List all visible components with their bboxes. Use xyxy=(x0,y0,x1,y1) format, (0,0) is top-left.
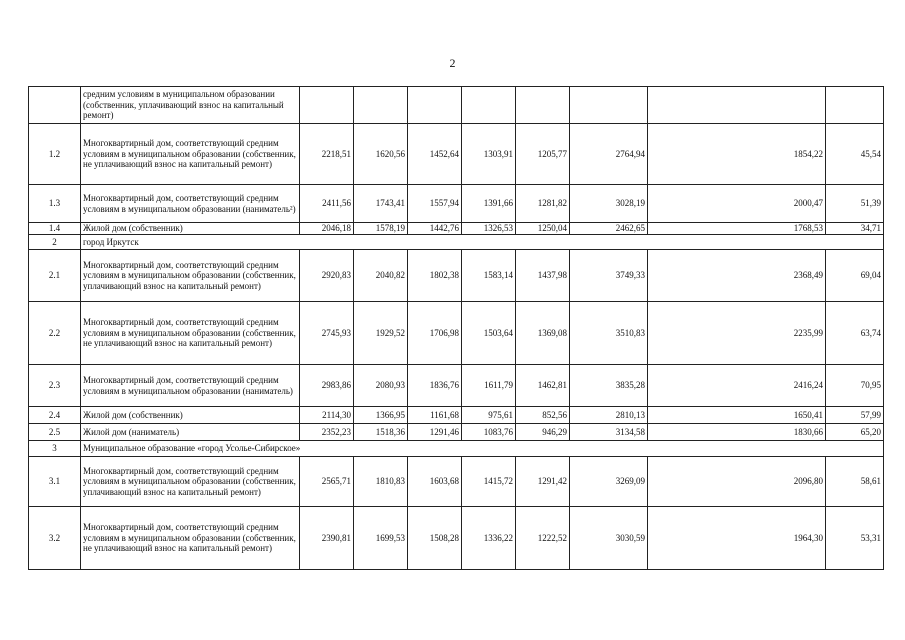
table-row xyxy=(29,365,884,407)
value-cell xyxy=(648,87,826,124)
description-cell: Жилой дом (собственник) xyxy=(81,223,300,235)
value-cell: 3028,19 xyxy=(570,185,648,223)
value-cell: 1854,22 xyxy=(648,124,826,185)
value-cell: 1369,08 xyxy=(516,302,570,365)
value-cell: 1415,72 xyxy=(462,457,516,507)
value-cell: 1964,30 xyxy=(648,507,826,570)
value-cell: 1442,76 xyxy=(408,223,462,235)
table-row xyxy=(29,302,884,365)
value-cell: 1250,04 xyxy=(516,223,570,235)
description-cell: средним условиям в муниципальном образовании (собственник, уплачивающий взнос на капитальный ремонт) xyxy=(81,87,300,124)
value-cell: 65,20 xyxy=(826,424,884,441)
value-cell xyxy=(516,87,570,124)
row-number-cell: 2.2 xyxy=(29,302,81,365)
table-row xyxy=(29,87,884,124)
value-cell: 1557,94 xyxy=(408,185,462,223)
description-cell: Многоквартирный дом, соответствующий средним условиям в муниципальном образовании (собственник, уплачивающий взнос на капитальный ремонт) xyxy=(81,250,300,302)
table-row xyxy=(29,185,884,223)
value-cell: 2810,13 xyxy=(570,407,648,424)
value-cell: 1222,52 xyxy=(516,507,570,570)
value-cell: 45,54 xyxy=(826,124,884,185)
value-cell: 2390,81 xyxy=(300,507,354,570)
value-cell: 69,04 xyxy=(826,250,884,302)
value-cell: 1391,66 xyxy=(462,185,516,223)
section-row xyxy=(29,235,884,250)
value-cell: 2411,56 xyxy=(300,185,354,223)
tariff-table xyxy=(28,86,884,570)
value-cell: 1291,42 xyxy=(516,457,570,507)
row-number-cell: 1.4 xyxy=(29,223,81,235)
value-cell: 2416,24 xyxy=(648,365,826,407)
value-cell: 58,61 xyxy=(826,457,884,507)
value-cell: 1743,41 xyxy=(354,185,408,223)
table-row xyxy=(29,223,884,235)
value-cell: 1503,64 xyxy=(462,302,516,365)
value-cell: 1929,52 xyxy=(354,302,408,365)
table-body xyxy=(29,87,884,570)
value-cell: 1620,56 xyxy=(354,124,408,185)
description-cell: Многоквартирный дом, соответствующий средним условиям в муниципальном образовании (собственник, не уплачивающий взнос на капитальный ремонт) xyxy=(81,124,300,185)
value-cell: 1161,68 xyxy=(408,407,462,424)
value-cell: 1768,53 xyxy=(648,223,826,235)
value-cell: 1706,98 xyxy=(408,302,462,365)
value-cell: 2114,30 xyxy=(300,407,354,424)
description-cell: Многоквартирный дом, соответствующий средним условиям в муниципальном образовании (наниматель²) xyxy=(81,185,300,223)
value-cell: 2764,94 xyxy=(570,124,648,185)
value-cell: 3030,59 xyxy=(570,507,648,570)
value-cell xyxy=(408,87,462,124)
row-number-cell: 2.3 xyxy=(29,365,81,407)
row-number-cell: 3.2 xyxy=(29,507,81,570)
value-cell: 1836,76 xyxy=(408,365,462,407)
page-number: 2 xyxy=(449,56,456,70)
value-cell: 51,39 xyxy=(826,185,884,223)
value-cell: 1336,22 xyxy=(462,507,516,570)
value-cell: 1462,81 xyxy=(516,365,570,407)
row-number-cell: 3.1 xyxy=(29,457,81,507)
description-cell: Многоквартирный дом, соответствующий средним условиям в муниципальном образовании (собственник, не уплачивающий взнос на капитальный ремонт) xyxy=(81,507,300,570)
section-title-cell: Муниципальное образование «город Усолье-Сибирское» xyxy=(81,441,884,457)
value-cell: 2745,93 xyxy=(300,302,354,365)
section-title-cell: город Иркутск xyxy=(81,235,884,250)
value-cell: 1603,68 xyxy=(408,457,462,507)
value-cell: 1611,79 xyxy=(462,365,516,407)
value-cell: 34,71 xyxy=(826,223,884,235)
value-cell: 2565,71 xyxy=(300,457,354,507)
value-cell: 3835,28 xyxy=(570,365,648,407)
value-cell: 57,99 xyxy=(826,407,884,424)
value-cell: 3134,58 xyxy=(570,424,648,441)
value-cell: 1437,98 xyxy=(516,250,570,302)
row-number-cell: 1.3 xyxy=(29,185,81,223)
value-cell xyxy=(354,87,408,124)
table-row xyxy=(29,507,884,570)
value-cell: 1303,91 xyxy=(462,124,516,185)
section-row xyxy=(29,441,884,457)
row-number-cell: 2.1 xyxy=(29,250,81,302)
value-cell xyxy=(462,87,516,124)
table-row xyxy=(29,457,884,507)
table-row xyxy=(29,424,884,441)
value-cell: 1281,82 xyxy=(516,185,570,223)
value-cell: 852,56 xyxy=(516,407,570,424)
value-cell: 2462,65 xyxy=(570,223,648,235)
value-cell: 3269,09 xyxy=(570,457,648,507)
value-cell: 2000,47 xyxy=(648,185,826,223)
value-cell: 1083,76 xyxy=(462,424,516,441)
row-number-cell: 2.5 xyxy=(29,424,81,441)
value-cell: 2368,49 xyxy=(648,250,826,302)
description-cell: Многоквартирный дом, соответствующий средним условиям в муниципальном образовании (собственник, уплачивающий взнос на капитальный ремонт) xyxy=(81,457,300,507)
value-cell: 1452,64 xyxy=(408,124,462,185)
value-cell: 2218,51 xyxy=(300,124,354,185)
value-cell xyxy=(826,87,884,124)
value-cell: 1578,19 xyxy=(354,223,408,235)
table-row xyxy=(29,250,884,302)
value-cell: 1650,41 xyxy=(648,407,826,424)
value-cell: 1205,77 xyxy=(516,124,570,185)
row-number-cell: 2 xyxy=(29,235,81,250)
row-number-cell: 2.4 xyxy=(29,407,81,424)
description-cell: Многоквартирный дом, соответствующий средним условиям в муниципальном образовании (наниматель) xyxy=(81,365,300,407)
value-cell: 2920,83 xyxy=(300,250,354,302)
value-cell: 2040,82 xyxy=(354,250,408,302)
row-number-cell: 3 xyxy=(29,441,81,457)
value-cell: 2235,99 xyxy=(648,302,826,365)
value-cell: 1508,28 xyxy=(408,507,462,570)
value-cell: 2983,86 xyxy=(300,365,354,407)
value-cell: 1366,95 xyxy=(354,407,408,424)
row-number-cell: 1.2 xyxy=(29,124,81,185)
value-cell: 1810,83 xyxy=(354,457,408,507)
value-cell: 1291,46 xyxy=(408,424,462,441)
value-cell: 1699,53 xyxy=(354,507,408,570)
description-cell: Многоквартирный дом, соответствующий средним условиям в муниципальном образовании (собственник, не уплачивающий взнос на капитальный ремонт) xyxy=(81,302,300,365)
value-cell: 1802,38 xyxy=(408,250,462,302)
value-cell: 975,61 xyxy=(462,407,516,424)
value-cell: 3749,33 xyxy=(570,250,648,302)
value-cell: 3510,83 xyxy=(570,302,648,365)
table-row xyxy=(29,124,884,185)
value-cell: 946,29 xyxy=(516,424,570,441)
value-cell: 53,31 xyxy=(826,507,884,570)
value-cell: 2080,93 xyxy=(354,365,408,407)
value-cell: 63,74 xyxy=(826,302,884,365)
value-cell: 2352,23 xyxy=(300,424,354,441)
value-cell: 1583,14 xyxy=(462,250,516,302)
value-cell: 70,95 xyxy=(826,365,884,407)
value-cell: 2096,80 xyxy=(648,457,826,507)
table-row xyxy=(29,407,884,424)
value-cell xyxy=(300,87,354,124)
value-cell xyxy=(570,87,648,124)
row-number-cell xyxy=(29,87,81,124)
value-cell: 1518,36 xyxy=(354,424,408,441)
value-cell: 2046,18 xyxy=(300,223,354,235)
description-cell: Жилой дом (наниматель) xyxy=(81,424,300,441)
value-cell: 1326,53 xyxy=(462,223,516,235)
value-cell: 1830,66 xyxy=(648,424,826,441)
description-cell: Жилой дом (собственник) xyxy=(81,407,300,424)
